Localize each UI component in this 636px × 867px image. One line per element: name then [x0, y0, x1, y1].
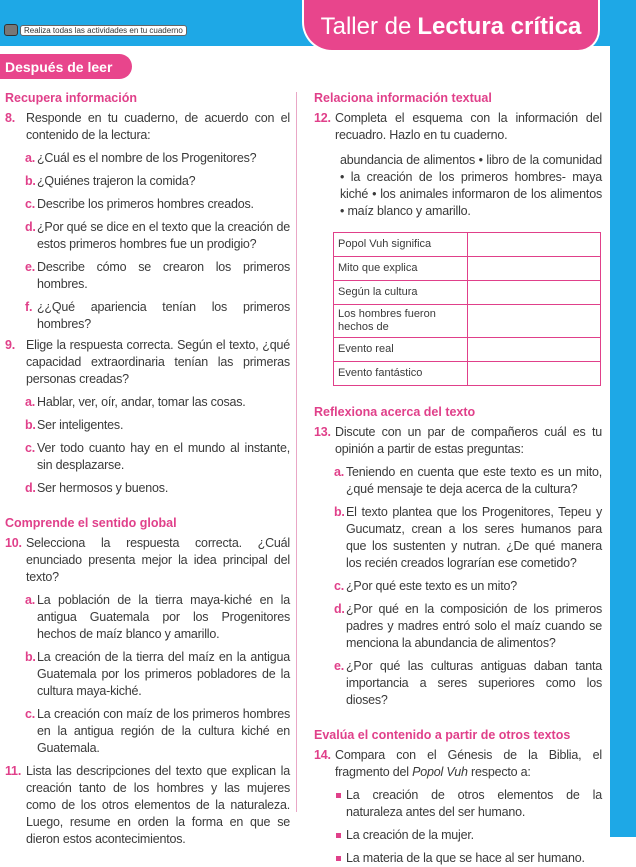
item-text: ¿Por qué en la composición de los primeros padres y madres entró solo el maíz cuando se menciona la abundancia de alimentos? [346, 602, 602, 650]
item-text: ¿Por qué este texto es un mito? [346, 579, 517, 593]
heading-recupera: Recupera información [5, 91, 137, 105]
item-letter: b. [25, 174, 36, 188]
item-letter: c. [334, 579, 345, 593]
question-13 [314, 424, 602, 458]
note-text: Realiza todas las actividades en tu cuaderno [20, 25, 187, 36]
q10-b [5, 649, 290, 700]
question-9 [5, 337, 290, 388]
question-8 [5, 110, 290, 144]
item-letter: d. [25, 220, 36, 234]
q-text: Compara con el Génesis de la Biblia, el fragmento del [335, 748, 602, 779]
bullet-icon [336, 833, 341, 838]
item-text: Describe cómo se crearon los primeros hombres. [37, 260, 290, 291]
row-label: Según la cultura [334, 281, 468, 305]
q-number: 13. [314, 425, 331, 439]
q-number: 8. [5, 111, 16, 125]
q13-c [314, 578, 602, 595]
q-text: Elige la respuesta correcta. Según el texto, ¿qué capacidad extraordinaria tenían las primeras personas creadas? [26, 338, 290, 386]
question-14 [314, 747, 602, 781]
item-text: El texto plantea que los Progenitores, Tepeu y Gucumatz, crean a los seres humanos para que los sustenten y nutran. ¿De qué manera los recién creados lograrían ese cometido? [346, 505, 602, 570]
bullet-item [314, 827, 602, 844]
table-row [334, 233, 601, 257]
item-letter: f. [25, 300, 33, 314]
side-banner [610, 0, 636, 837]
item-text: Hablar, ver, oír, andar, tomar las cosas. [37, 395, 246, 409]
question-11 [5, 763, 290, 848]
item-letter: a. [25, 395, 36, 409]
answer-cell [467, 233, 601, 257]
q-text-end: respecto a: [467, 765, 531, 779]
bullet-item [314, 787, 602, 821]
row-label: Evento real [334, 338, 468, 362]
item-text: Teniendo en cuenta que este texto es un mito, ¿qué mensaje te deja acerca de la cultura? [346, 465, 602, 496]
bullet-text: La creación de la mujer. [346, 828, 474, 842]
item-text: ¿Por qué se dice en el texto que la creación de estos primeros hombres fue un prodigio? [37, 220, 290, 251]
q10-c [5, 706, 290, 757]
q-text-italic: Popol Vuh [412, 765, 468, 779]
question-10 [5, 535, 290, 586]
answer-cell [467, 281, 601, 305]
item-letter: a. [25, 593, 36, 607]
item-text: La creación con maíz de los primeros hombres en la antigua región de la cultura kiché en Guatemala. [37, 707, 290, 755]
q-number: 12. [314, 111, 331, 125]
item-letter: a. [334, 465, 345, 479]
answer-cell [467, 338, 601, 362]
q-number: 9. [5, 338, 16, 352]
heading-reflexiona: Reflexiona acerca del texto [314, 405, 476, 419]
item-text: Ser hermosos y buenos. [37, 481, 169, 495]
q8-a [5, 150, 290, 167]
heading-evalua: Evalúa el contenido a partir de otros textos [314, 728, 571, 742]
item-letter: d. [334, 602, 345, 616]
q-text: Completa el esquema con la información del recuadro. Hazlo en tu cuaderno. [335, 111, 602, 142]
q-number: 10. [5, 536, 22, 550]
item-letter: c. [25, 441, 36, 455]
row-label: Popol Vuh significa [334, 233, 468, 257]
item-text: La población de la tierra maya-kiché en la antigua Guatemala por los Progenitores hechos de maíz blanco y amarillo. [37, 593, 290, 641]
item-text: ¿¿Qué apariencia tenían los primeros hombres? [37, 300, 290, 331]
item-text: ¿Por qué las culturas antiguas daban tanta importancia a seres superiores como los dioses? [346, 659, 602, 707]
notebook-icon [4, 24, 18, 36]
q9-c [5, 440, 290, 474]
item-letter: b. [25, 650, 36, 664]
bullet-text: La materia de la que se hace al ser humano. [346, 851, 585, 865]
title-light: Taller de [320, 13, 412, 40]
q10-a [5, 592, 290, 643]
item-letter: e. [25, 260, 36, 274]
question-12 [314, 110, 602, 144]
table-row [334, 281, 601, 305]
item-letter: c. [25, 197, 36, 211]
bullet-icon [336, 793, 341, 798]
page-title [302, 0, 600, 52]
q8-e [5, 259, 290, 293]
q-number: 11. [5, 764, 22, 778]
item-text: La creación de la tierra del maíz en la antigua Guatemala por los primeros pobladores de la cultura maya-kiché. [37, 650, 290, 698]
item-letter: a. [25, 151, 36, 165]
q-number: 14. [314, 748, 331, 762]
schema-table [333, 232, 601, 386]
row-label: Los hombres fueron hechos de [334, 305, 468, 338]
q8-c [5, 196, 290, 213]
item-letter: e. [334, 659, 345, 673]
table-row [334, 257, 601, 281]
q8-d [5, 219, 290, 253]
word-box: abundancia de alimentos • libro de la comunidad • la creación de los primeros hombres- maya kiché • los animales informaron de los alimentos • maíz blanco y amarillo. [340, 153, 602, 218]
bullet-icon [336, 856, 341, 861]
left-column [5, 90, 290, 848]
q13-d [314, 601, 602, 652]
title-bold: Lectura crítica [417, 13, 582, 40]
bullet-item [314, 850, 602, 867]
item-text: ¿Cuál es el nombre de los Progenitores? [37, 151, 257, 165]
q8-b [5, 173, 290, 190]
item-letter: c. [25, 707, 36, 721]
item-text: Ver todo cuanto hay en el mundo al instante, sin desplazarse. [37, 441, 290, 472]
q9-d [5, 480, 290, 497]
notebook-note [4, 24, 187, 36]
q9-a [5, 394, 290, 411]
q8-f [5, 299, 290, 333]
table-row [334, 305, 601, 338]
q13-e [314, 658, 602, 709]
table-row [334, 362, 601, 386]
q-text: Lista las descripciones del texto que explican la creación tanto de los hombres y las mujeres como de los otros elementos de la naturaleza. Luego, resume en orden la forma en que se dieron estos acontecimientos. [26, 764, 290, 846]
q-text: Discute con un par de compañeros cuál es tu opinión a partir de estas preguntas: [335, 425, 602, 456]
item-letter: b. [25, 418, 36, 432]
item-letter: b. [334, 505, 345, 519]
item-text: Describe los primeros hombres creados. [37, 197, 254, 211]
row-label: Evento fantástico [334, 362, 468, 386]
heading-relaciona: Relaciona información textual [314, 91, 492, 105]
section-label: Después de leer [0, 54, 132, 79]
item-text: ¿Quiénes trajeron la comida? [37, 174, 196, 188]
q9-b [5, 417, 290, 434]
item-letter: d. [25, 481, 36, 495]
column-divider [296, 92, 297, 812]
item-text: Ser inteligentes. [37, 418, 124, 432]
q13-b [314, 504, 602, 572]
answer-cell [467, 362, 601, 386]
heading-comprende: Comprende el sentido global [5, 516, 177, 530]
q-text: Selecciona la respuesta correcta. ¿Cuál enunciado presenta mejor la idea principal del texto? [26, 536, 290, 584]
answer-cell [467, 257, 601, 281]
bullet-text: La creación de otros elementos de la naturaleza antes del ser humano. [346, 788, 602, 819]
right-column [314, 90, 602, 867]
q13-a [314, 464, 602, 498]
row-label: Mito que explica [334, 257, 468, 281]
answer-cell [467, 305, 601, 338]
table-row [334, 338, 601, 362]
q-text: Responde en tu cuaderno, de acuerdo con el contenido de la lectura: [26, 111, 290, 142]
